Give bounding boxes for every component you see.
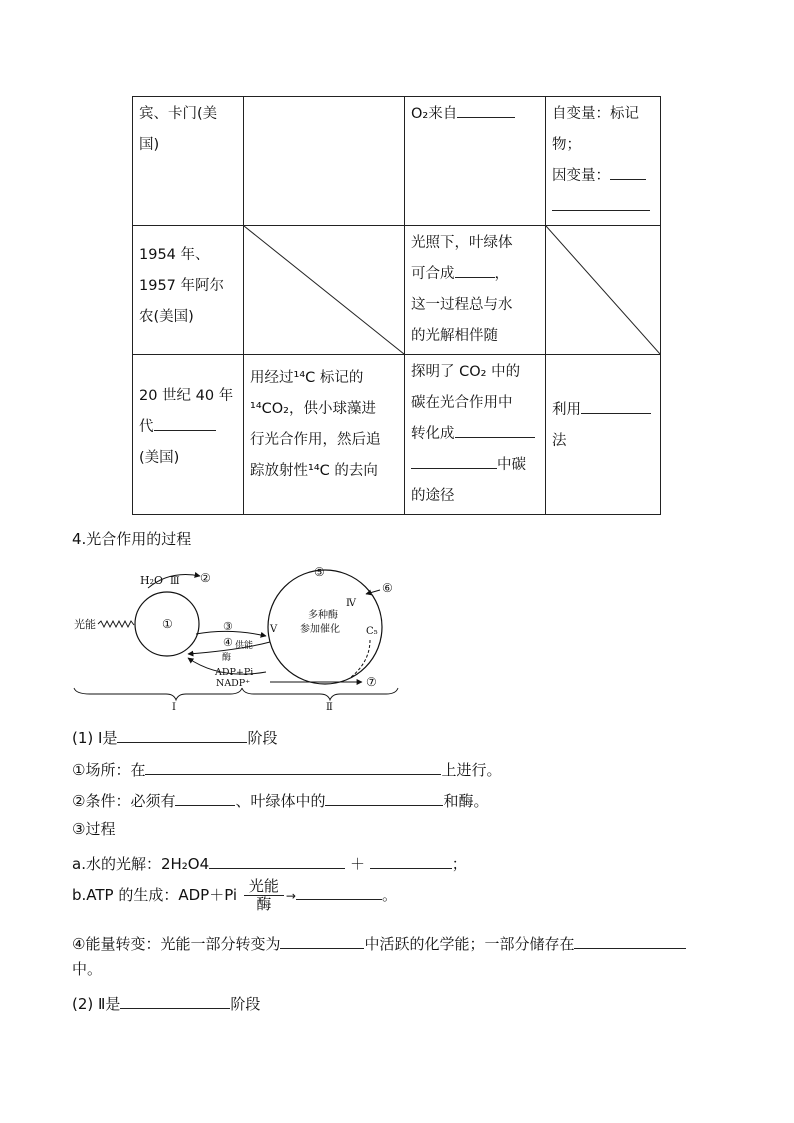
fill-blank[interactable] xyxy=(411,450,497,469)
text: 阶段 xyxy=(247,729,278,747)
text: a.水的光解：2H₂O4 xyxy=(72,855,210,873)
fill-blank[interactable] xyxy=(209,850,345,869)
cell-text: 1957 年阿尔 xyxy=(139,278,225,294)
cell-text: 法 xyxy=(552,433,567,449)
cell-technique xyxy=(546,97,661,226)
question-location xyxy=(72,756,501,780)
history-table xyxy=(132,96,661,515)
cell-technique xyxy=(546,355,661,515)
cell-scientist xyxy=(133,97,244,226)
cell-text: 行光合作用，然后追 xyxy=(250,432,381,448)
enzyme-text-1: 多种酶 xyxy=(308,610,338,621)
cell-text: 中碳 xyxy=(497,457,526,473)
cell-text: 利用 xyxy=(552,402,581,418)
text: ＋ xyxy=(349,855,365,873)
brace-I xyxy=(74,688,242,700)
fill-blank[interactable] xyxy=(370,850,452,869)
cell-conclusion xyxy=(405,97,546,226)
fill-blank[interactable] xyxy=(175,787,235,806)
cell-text: 踪放射性 xyxy=(250,463,308,479)
cell-text: 可合成 xyxy=(411,266,455,282)
text: (1) Ⅰ是 xyxy=(72,729,118,747)
process-heading: ③过程 xyxy=(72,820,116,838)
enzyme-label: 酶 xyxy=(222,653,232,663)
text: 。 xyxy=(381,886,397,904)
cell-text: 国) xyxy=(139,137,160,153)
cell-text: 20 世纪 40 年 xyxy=(139,388,234,404)
question-energy xyxy=(72,930,686,954)
fill-blank[interactable] xyxy=(120,990,230,1009)
c5-label: C₅ xyxy=(366,626,378,637)
cell-text: 1954 年、 xyxy=(139,247,210,263)
cell-text: ¹⁴C 的去向 xyxy=(308,463,378,479)
cell-text: 物； xyxy=(552,137,581,153)
text: 和酶。 xyxy=(443,792,489,810)
cell-scientist xyxy=(133,226,244,355)
cell-method xyxy=(244,355,405,515)
fill-blank[interactable] xyxy=(154,412,216,431)
text: 阶段 xyxy=(230,995,261,1013)
cell-empty-slash xyxy=(244,226,405,355)
cell-text: ¹⁴CO₂，供小球藻进 xyxy=(250,401,376,417)
section-title: 4.光合作用的过程 xyxy=(72,530,192,548)
cell-conclusion xyxy=(405,355,546,515)
cell-text: 转化成 xyxy=(411,426,455,442)
text: ； xyxy=(451,855,467,873)
cell-method xyxy=(244,97,405,226)
slash-line xyxy=(244,226,404,354)
fill-blank[interactable] xyxy=(455,259,495,278)
text: ②条件：必须有 xyxy=(72,792,176,810)
fill-blank[interactable] xyxy=(457,99,515,118)
text: 、叶绿体中的 xyxy=(235,792,326,810)
cell-scientist xyxy=(133,355,244,515)
brace-II xyxy=(242,688,398,700)
cell-text: 农(美国) xyxy=(139,309,194,325)
cell-text: ， xyxy=(494,266,509,282)
cell-empty-slash xyxy=(546,226,661,355)
marker-2: ② xyxy=(200,571,211,585)
slash-line xyxy=(546,226,660,354)
cell-text: 代 xyxy=(139,419,154,435)
arrow-line xyxy=(244,895,284,896)
question-water-split xyxy=(72,850,467,874)
stage-II-label: Ⅱ xyxy=(326,702,333,712)
cell-text: 自变量：标记 xyxy=(552,106,639,122)
marker-5: ⑤ xyxy=(314,565,325,579)
roman-3-label: Ⅲ xyxy=(170,576,180,587)
cell-text: 光照下，叶绿体 xyxy=(411,235,513,251)
cell-text: 因变量： xyxy=(552,168,610,184)
fill-blank[interactable] xyxy=(552,192,650,211)
fill-blank[interactable] xyxy=(455,419,535,438)
arrowhead-icon: → xyxy=(285,889,296,903)
cell-text: 这一过程总与水 xyxy=(411,297,513,313)
cell-text: 碳在光合作用中 xyxy=(411,395,513,411)
cell-text: 的光解相伴随 xyxy=(411,328,498,344)
supply-label: 供能 xyxy=(235,641,254,651)
nadp-label: NADP⁺ xyxy=(216,678,251,689)
marker-7: ⑦ xyxy=(366,675,377,689)
energy-continued: 中。 xyxy=(72,960,103,978)
arrow-bottom-label: 酶 xyxy=(256,895,272,913)
arrow-top-label: 光能 xyxy=(248,877,279,895)
fill-blank[interactable] xyxy=(280,930,364,949)
table-row xyxy=(133,97,661,226)
cell-text: 用经过 xyxy=(250,370,294,386)
fill-blank[interactable] xyxy=(610,161,646,180)
marker-3: ③ xyxy=(223,620,233,633)
cell-text: ¹⁴C 标记的 xyxy=(293,370,364,386)
reaction-arrow xyxy=(244,878,284,913)
cell-text: 宾、卡门(美 xyxy=(139,106,218,122)
question-2 xyxy=(72,990,260,1014)
fill-blank[interactable] xyxy=(117,724,247,743)
roman-4-label: Ⅳ xyxy=(346,598,356,609)
text: 上进行。 xyxy=(441,761,502,779)
cell-conclusion xyxy=(405,226,546,355)
text: ①场所：在 xyxy=(72,761,146,779)
cell-text: 探明了 CO₂ 中的 xyxy=(411,364,521,380)
marker-4: ④ xyxy=(223,636,233,649)
question-atp xyxy=(72,878,397,913)
table-row xyxy=(133,355,661,515)
roman-5-label: Ⅴ xyxy=(270,624,278,635)
text: 中活跃的化学能；一部分储存在 xyxy=(364,935,575,953)
stage-I-label: Ⅰ xyxy=(172,702,176,712)
cell-text: (美国) xyxy=(139,450,180,466)
question-1 xyxy=(72,724,277,748)
marker-6: ⑥ xyxy=(382,581,393,595)
cell-text: O₂来自 xyxy=(411,106,458,122)
question-condition xyxy=(72,787,488,811)
text: ④能量转变：光能一部分转变为 xyxy=(72,935,281,953)
table-row xyxy=(133,226,661,355)
enzyme-text-2: 参加催化 xyxy=(300,624,340,635)
fill-blank[interactable] xyxy=(581,395,651,414)
photosynthesis-diagram xyxy=(70,562,410,712)
fill-blank[interactable] xyxy=(296,881,382,900)
text: b.ATP 的生成：ADP＋Pi xyxy=(72,886,238,904)
text: (2) Ⅱ是 xyxy=(72,995,121,1013)
marker-1: ① xyxy=(162,617,173,631)
light-wave xyxy=(98,621,134,627)
fill-blank[interactable] xyxy=(325,787,443,806)
cell-text: 的途径 xyxy=(411,488,455,504)
fill-blank[interactable] xyxy=(145,756,441,775)
h2o-label: H₂O xyxy=(140,574,164,587)
light-label: 光能 xyxy=(74,618,96,631)
fill-blank[interactable] xyxy=(574,930,686,949)
adp-label: ADP+Pi xyxy=(215,667,254,678)
